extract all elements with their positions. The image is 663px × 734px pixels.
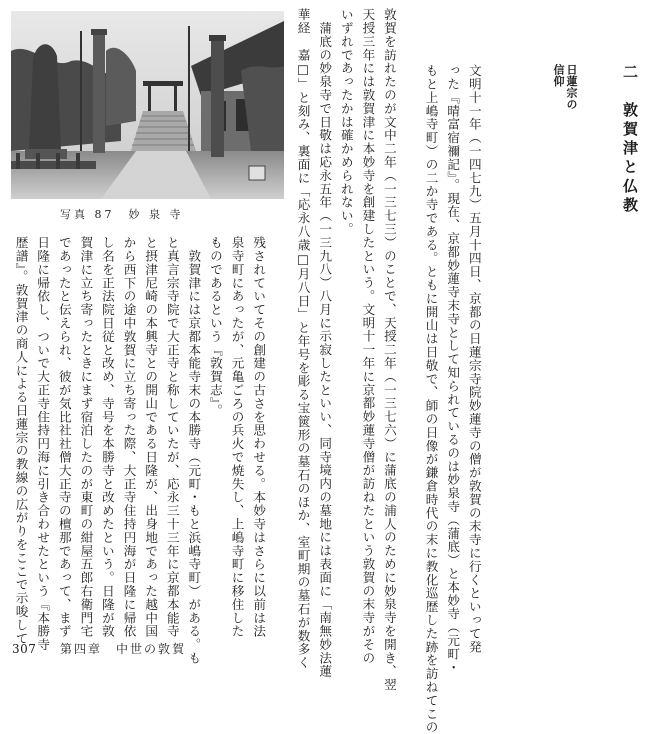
text-line: 天授三年には敦賀津に本妙寺を創建したという。文明十一年に京都妙蓮寺僧が訪ねたという敦賀の末寺がその [360, 8, 376, 665]
text-line: 賀津に立ち寄ったときにまず宿泊したのが東町の紺屋五郎右衛門宅 [78, 236, 94, 638]
text-line: 残されていてその創建の古さを思わせる。本妙寺はさらに以前は法 [251, 236, 267, 638]
temple-photo [11, 11, 284, 199]
section-heading: 二 敦賀津と仏教 [621, 64, 639, 216]
temple-photo-image [11, 11, 284, 199]
text-line: いずれであったかは確かめられない。 [338, 8, 354, 236]
text-line: った『晴富宿禰記』。現在、京都妙蓮寺末寺として知られているのは妙泉寺（蒲底）と本妙寺（元町・ [445, 64, 461, 675]
text-line: 文明十一年（一四七九）五月十四日、京都の日蓮宗寺院妙蓮寺の僧が敦賀の末寺に行くといって発 [466, 64, 482, 654]
side-note-line: 日蓮宗の [565, 64, 578, 110]
photo-caption: 写真 87 妙 泉 寺 [60, 208, 184, 221]
text-line: 歴譜』。敦賀津の商人による日蓮宗の教線の広がりをここで示唆して [13, 236, 29, 646]
text-line: と摂津尼崎の本興寺との開山である日隆が、出身地であった越中国 [143, 236, 159, 638]
text-line: もと上嶋寺町）の二か寺である。ともに開山は日敬で、師の日像が鎌倉時代の末に教化巡歴した跡を訪ねてこの [423, 64, 439, 734]
text-line: 華経 嘉□」と刻み、裏面に「応永八歳□月八日」と年号を彫る宝篋形の墓石のほか、室町期の墓石が数多く [295, 8, 311, 670]
chapter-title: 第四章 中世の敦賀 [60, 642, 187, 656]
text-line: 日隆に帰依し、ついで大正寺住持円海に引き合わせたという『本勝寺 [35, 236, 51, 652]
page-number: 307 [12, 642, 37, 656]
text-line: ものであるという『敦賀志』。 [207, 236, 223, 418]
upper-text-block [292, 8, 400, 692]
text-line: であったと伝えられ、彼が気比社社僧大正寺の檀那であって、まず [56, 236, 72, 638]
right-text-block [420, 64, 485, 734]
text-line: 敦賀を訪れたのが文中二年（一三七三）のことで、天授二年（一三七六）に蒲底の浦人のために妙泉寺を開き、翌 [381, 8, 397, 692]
text-line: 蒲底の妙泉寺で日敬は応永五年（一三九八）八月に示寂したといい、同寺境内の墓地には表面に「南無妙法蓮 [317, 8, 333, 678]
text-line: し名を正法院日従と改め、寺号を本勝寺と改めたという。日隆が敦 [99, 236, 115, 638]
text-line: と真言宗寺院で大正寺と称していたが、応永三十三年に京都本能寺 [164, 236, 180, 638]
text-line: 泉寺町にあったが、元亀ごろの兵火で焼失し、上嶋寺町に移住した [229, 236, 245, 638]
text-line: 敦賀津には京都本能寺末の本勝寺（元町・もと浜嶋寺町）がある。も [186, 236, 202, 665]
page-footer [12, 640, 186, 656]
side-note-line: 信仰 [552, 64, 565, 87]
text-line: から西下の途中敦賀に立ち寄った際、大正寺住持円海が日隆に帰依 [121, 236, 137, 638]
side-note [552, 64, 578, 110]
